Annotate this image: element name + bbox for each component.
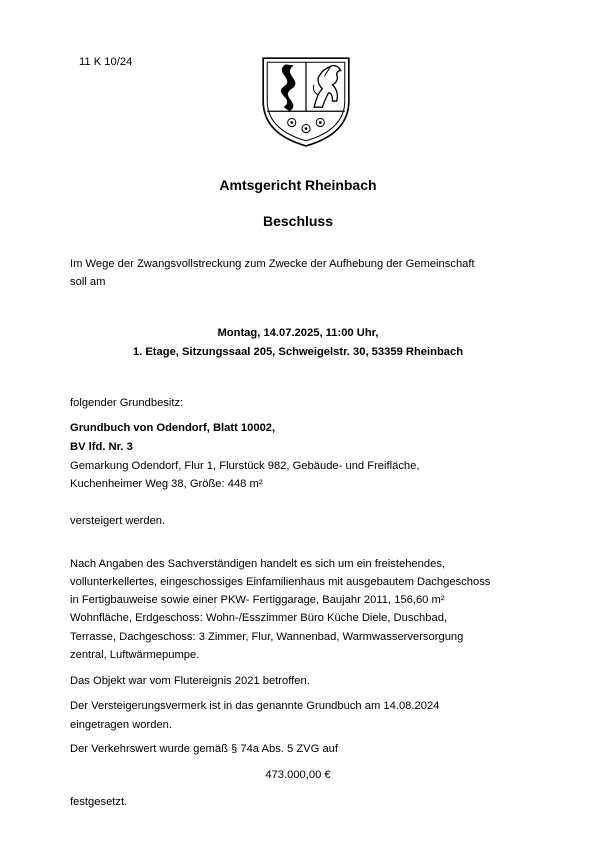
expert-line: in Fertigbauweise sowie einer PKW- Fertiggarage, Baujahr 2011, 156,60 m² xyxy=(70,594,445,606)
file-number: 11 K 10/24 xyxy=(79,56,133,68)
expert-line: Nach Angaben des Sachverständigen handelt es sich um ein freistehendes, xyxy=(70,558,446,570)
flood-note: Das Objekt war vom Flutereignis 2021 betroffen. xyxy=(70,675,310,687)
expert-line: Terrasse, Dachgeschoss: 3 Zimmer, Flur, Wannenbad, Warmwasserversorgung xyxy=(70,631,464,643)
valuation-statement: Der Verkehrswert wurde gemäß § 74a Abs. 5 ZVG auf xyxy=(70,743,339,755)
expert-line: vollunterkellertes, eingeschossiges Einfamilienhaus mit ausgebautem Dachgeschoss xyxy=(70,576,491,588)
expert-line: Wohnfläche, Erdgeschoss: Wohn-/Esszimmer Büro Küche Diele, Duschbad, xyxy=(70,612,448,624)
intro-line-2: soll am xyxy=(70,276,106,288)
register-note-line-2: eingetragen worden. xyxy=(70,719,173,731)
expert-line: zentral, Luftwärmepumpe. xyxy=(70,649,200,661)
property-description-2: Kuchenheimer Weg 38, Größe: 448 m² xyxy=(70,478,263,490)
property-register: Grundbuch von Odendorf, Blatt 10002, xyxy=(70,422,276,434)
property-description-1: Gemarkung Odendorf, Flur 1, Flurstück 982, Gebäude- und Freifläche, xyxy=(70,460,420,472)
coat-of-arms-icon xyxy=(255,48,357,150)
valuation-amount: 473.000,00 € xyxy=(265,769,331,781)
appointment-date-time: Montag, 14.07.2025, 11:00 Uhr, xyxy=(217,327,379,339)
property-heading: folgender Grundbesitz: xyxy=(70,397,184,409)
valuation-closing: festgesetzt. xyxy=(70,796,128,808)
auction-statement: versteigert werden. xyxy=(70,515,166,527)
decision-title: Beschluss xyxy=(262,213,334,229)
property-bv-number: BV lfd. Nr. 3 xyxy=(70,441,133,453)
appointment-location: 1. Etage, Sitzungssaal 205, Schweigelstr. 30, 53359 Rheinbach xyxy=(132,346,464,358)
register-note-line-1: Der Versteigerungsvermerk ist in das genannte Grundbuch am 14.08.2024 xyxy=(70,700,440,712)
intro-line-1: Im Wege der Zwangsvollstreckung zum Zwecke der Aufhebung der Gemeinschaft xyxy=(70,258,475,270)
court-name: Amtsgericht Rheinbach xyxy=(219,177,377,193)
